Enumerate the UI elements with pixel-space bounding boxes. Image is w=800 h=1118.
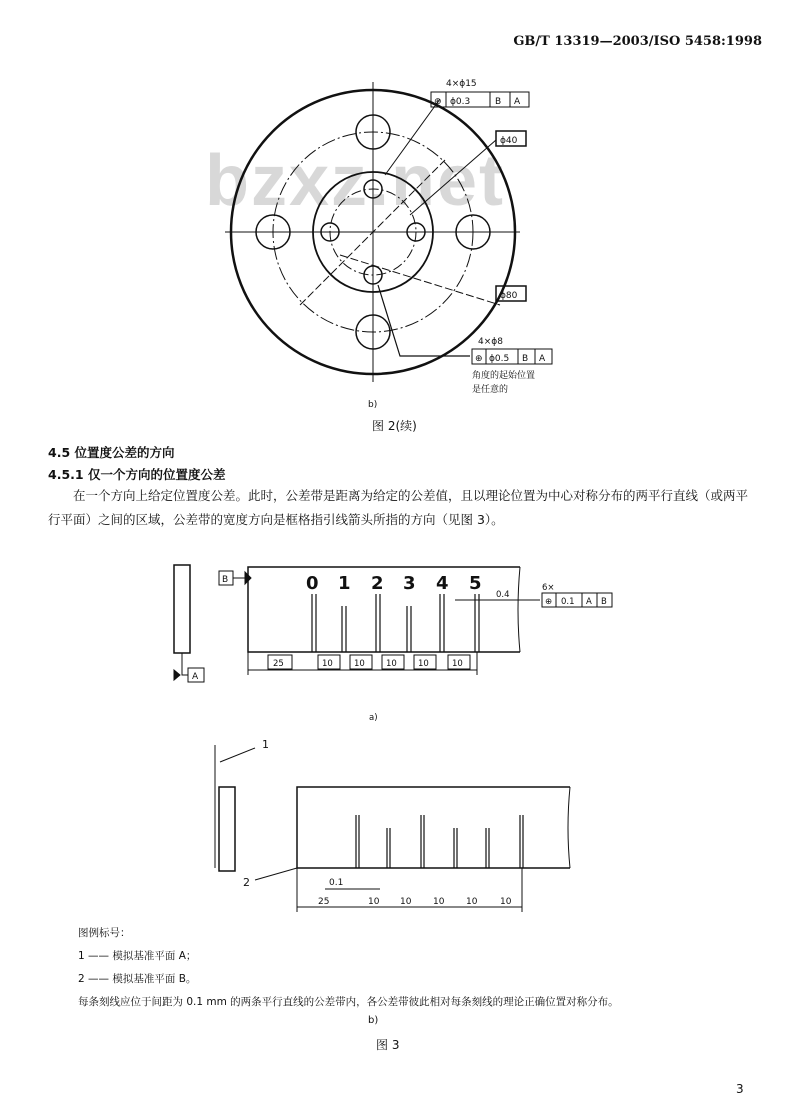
dimension: 10 (433, 897, 445, 907)
sub-label: b) (368, 400, 378, 410)
datum-a: A (192, 672, 199, 682)
count-label: 6× (542, 583, 555, 593)
tolerance-label: 0.1 (329, 878, 344, 888)
legend-item-1: 1 —— 模拟基准平面 A； (78, 950, 197, 962)
paragraph: 在一个方向上给定位置度公差。此时，公差带是距离为给定的公差值，且以理论位置为中心对称分布的两平行直线（或两平行平面）之间的区域，公差带的宽度方向是框格指引线箭头所指的方向（见图 3）。 (48, 488, 749, 527)
big-holes-label: 4×ϕ15 (446, 79, 477, 89)
heading-4-5: 4.5 位置度公差的方向 (48, 445, 175, 460)
standard-header: GB/T 13319—2003/ISO 5458:1998 (513, 34, 762, 49)
dimension: 10 (368, 897, 380, 907)
dimension: 10 (400, 897, 412, 907)
page-number: 3 (736, 1082, 744, 1096)
legend (78, 922, 619, 1014)
scale-digit: 1 (338, 573, 351, 594)
sub-label: a) (369, 713, 378, 723)
legend-title: 图例标号： (78, 927, 131, 939)
figure-2-caption: 图 2(续) (372, 419, 417, 433)
scale-digit: 0 (306, 573, 319, 594)
datum-b: B (222, 575, 229, 585)
callout-1: 1 (262, 738, 269, 751)
scale-digit: 5 (469, 573, 482, 594)
legend-note: 每条刻线应位于间距为 0.1 mm 的两条平行直线的公差带内，各公差带彼此相对每条刻线的理论正确位置对称分布。 (78, 996, 619, 1008)
legend-item-2: 2 —— 模拟基准平面 B。 (78, 973, 197, 985)
figure-2b (225, 82, 552, 382)
heading-4-5-1: 4.5.1 仅一个方向的位置度公差 (48, 467, 226, 482)
scale-digit: 2 (371, 573, 384, 594)
note: 角度的起始位置 (472, 371, 536, 381)
tolerance-value: ϕ0.5 (489, 354, 510, 364)
dimension: 10 (466, 897, 478, 907)
note: 是任意的 (472, 385, 509, 395)
tolerance-label: 0.4 (496, 590, 510, 600)
dimension: 25 (273, 659, 284, 669)
position-symbol: ⊕ (545, 597, 553, 607)
scale-digit: 4 (436, 573, 449, 594)
sub-label-b: b) (368, 1015, 379, 1026)
position-symbol: ⊕ (434, 97, 442, 107)
datum-ref: A (514, 97, 521, 107)
callout-2: 2 (243, 876, 250, 889)
dimension: 10 (500, 897, 512, 907)
datum-ref: B (495, 97, 502, 107)
datum-ref: B (522, 354, 529, 364)
datum-ref: A (539, 354, 546, 364)
datum-ref: B (601, 597, 607, 607)
dim-80: ϕ80 (500, 291, 518, 301)
figure-3b (215, 745, 570, 912)
datum-ref: A (586, 597, 592, 607)
tolerance-value: 0.1 (561, 597, 575, 607)
dimension: 10 (322, 659, 333, 669)
small-holes-label: 4×ϕ8 (478, 337, 503, 347)
dimension: 10 (418, 659, 429, 669)
dimension: 10 (452, 659, 463, 669)
dimension: 10 (386, 659, 397, 669)
dimension: 25 (318, 897, 330, 907)
tolerance-value: ϕ0.3 (450, 97, 471, 107)
watermark: bzxz.net (205, 141, 506, 221)
scale-digit: 3 (403, 573, 416, 594)
position-symbol: ⊕ (475, 354, 483, 364)
dim-40: ϕ40 (500, 136, 518, 146)
figure-3-caption: 图 3 (376, 1038, 400, 1052)
dimension: 10 (354, 659, 365, 669)
